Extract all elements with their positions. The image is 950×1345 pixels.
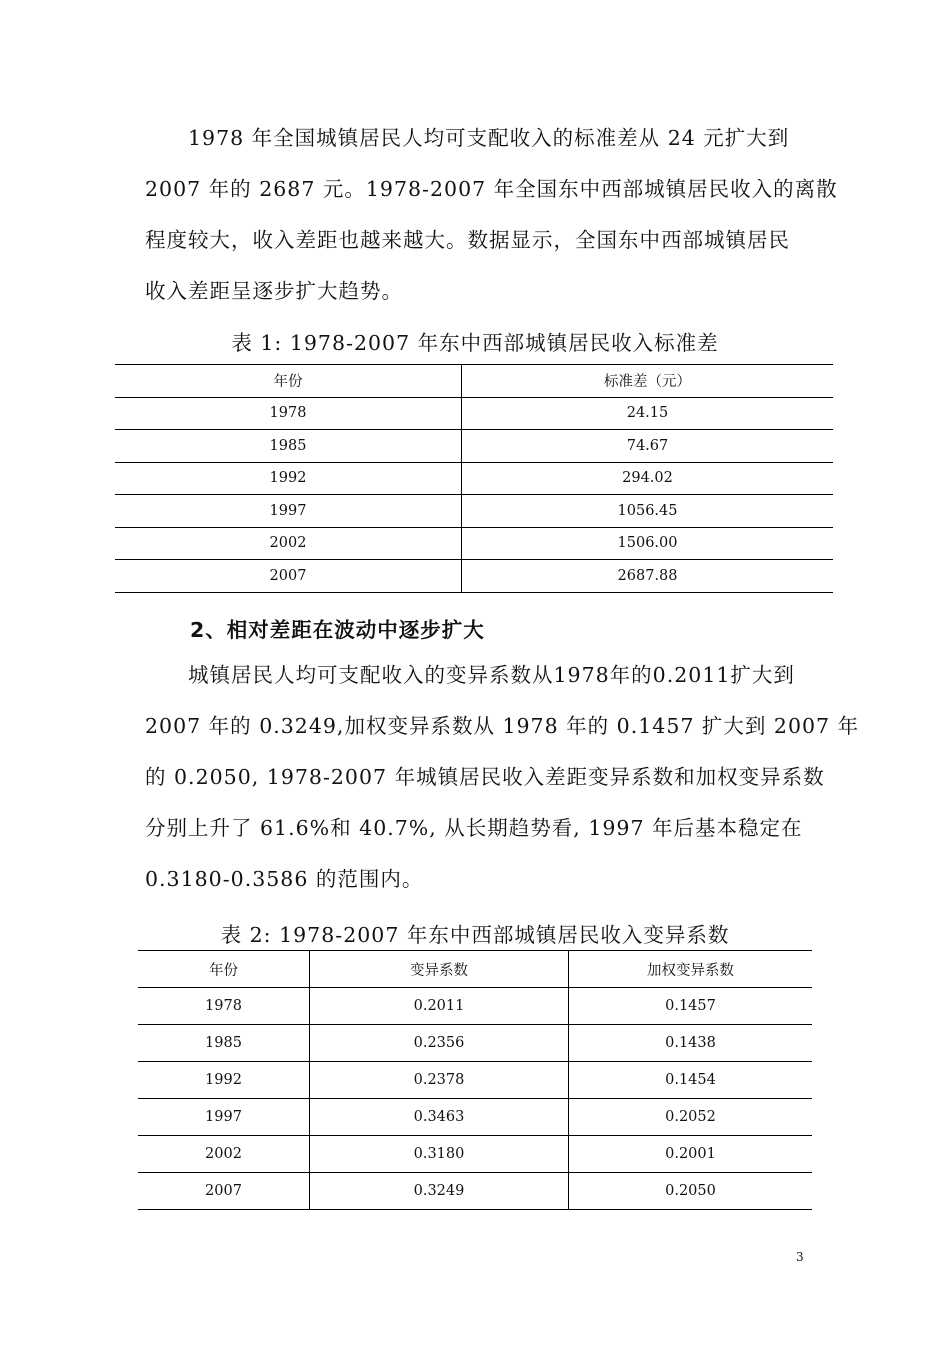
- table-cell-value: 24.15: [462, 397, 834, 430]
- paragraph-1: [145, 113, 838, 317]
- table-cell-cv: 0.2011: [310, 988, 569, 1025]
- paragraph-2-line: 2007 年的 0.3249,加权变异系数从 1978 年的 0.1457 扩大到 2007 年: [145, 714, 860, 738]
- table-cell-weighted-cv: 0.1438: [569, 1025, 813, 1062]
- table-row: [115, 560, 833, 593]
- paragraph-2-line: 0.3180-0.3586 的范围内。: [145, 867, 424, 891]
- table-cell-cv: 0.2378: [310, 1062, 569, 1099]
- table-cell-year: 1992: [138, 1062, 310, 1099]
- paragraph-2-line: 的 0.2050, 1978-2007 年城镇居民收入差距变异系数和加权变异系数: [145, 765, 825, 789]
- table-cell-value: 1056.45: [462, 495, 834, 528]
- paragraph-2-line: 分别上升了 61.6%和 40.7%, 从长期趋势看, 1997 年后基本稳定在: [145, 816, 803, 840]
- table-cell-year: 1978: [115, 397, 462, 430]
- page-number: 3: [796, 1250, 804, 1264]
- table-header-cell: 加权变异系数: [569, 951, 813, 988]
- table-row: [138, 1099, 812, 1136]
- table-header-cell: 年份: [138, 951, 310, 988]
- table-cell-year: 2002: [115, 527, 462, 560]
- paragraph-2-line: 城镇居民人均可支配收入的变异系数从1978年的0.2011扩大到: [145, 663, 795, 687]
- paragraph-1-line: 1978 年全国城镇居民人均可支配收入的标准差从 24 元扩大到: [145, 126, 790, 150]
- table-cell-value: 74.67: [462, 430, 834, 463]
- table-cell-weighted-cv: 0.2052: [569, 1099, 813, 1136]
- table-header-cell: 标准差（元）: [462, 365, 834, 398]
- paragraph-2: [145, 650, 860, 905]
- table-cell-year: 1978: [138, 988, 310, 1025]
- table-row: [115, 397, 833, 430]
- table-cell-weighted-cv: 0.2050: [665, 1183, 716, 1199]
- table-2: [138, 950, 812, 1210]
- paragraph-1-line: 程度较大，收入差距也越来越大。数据显示，全国东中西部城镇居民: [145, 228, 790, 252]
- table-1: [115, 364, 833, 593]
- table-row: [138, 1025, 812, 1062]
- section-heading: 2、相对差距在波动中逐步扩大: [190, 618, 485, 642]
- table-cell-year: 1997: [115, 495, 462, 528]
- table-cell-year: 1985: [115, 430, 462, 463]
- table-row: [138, 1136, 812, 1173]
- table-header-row: [138, 951, 812, 988]
- table-cell-year: 1992: [115, 462, 462, 495]
- table-row: [115, 495, 833, 528]
- table-header-row: [115, 365, 833, 398]
- table-cell-value: 294.02: [462, 462, 834, 495]
- table-row: [138, 1173, 812, 1210]
- table-cell-year: 1985: [138, 1025, 310, 1062]
- table-row: [115, 430, 833, 463]
- paragraph-1-line: 2007 年的 2687 元。1978-2007 年全国东中西部城镇居民收入的离散: [145, 177, 838, 201]
- table-cell-cv: 0.3249: [310, 1173, 569, 1210]
- table-row: [115, 462, 833, 495]
- table-cell-cv: 0.3463: [310, 1099, 569, 1136]
- paragraph-1-line: 收入差距呈逐步扩大趋势。: [145, 279, 403, 303]
- table-cell-weighted-cv: 0.1457: [569, 988, 813, 1025]
- table-cell-cv: 0.2356: [310, 1025, 569, 1062]
- table-row: [138, 1062, 812, 1099]
- table-cell-value: 1506.00: [462, 527, 834, 560]
- table-header-cell: 变异系数: [310, 951, 569, 988]
- table-cell-weighted-cv: 0.1454: [569, 1062, 813, 1099]
- table-cell-year: 2002: [138, 1136, 310, 1173]
- table-cell-year: 2007: [115, 560, 462, 593]
- table-cell-year: 1997: [138, 1099, 310, 1136]
- table-2-caption: 表 2: 1978-2007 年东中西部城镇居民收入变异系数: [220, 923, 730, 947]
- table-cell-year: 2007: [138, 1173, 310, 1210]
- table-cell-cv: 0.3180: [310, 1136, 569, 1173]
- table-1-caption: 表 1: 1978-2007 年东中西部城镇居民收入标准差: [231, 331, 719, 355]
- table-row: [115, 527, 833, 560]
- table-header-cell: 年份: [115, 365, 462, 398]
- table-row: [138, 988, 812, 1025]
- table-cell-value: 2687.88: [617, 567, 678, 584]
- table-cell-weighted-cv: 0.2001: [569, 1136, 813, 1173]
